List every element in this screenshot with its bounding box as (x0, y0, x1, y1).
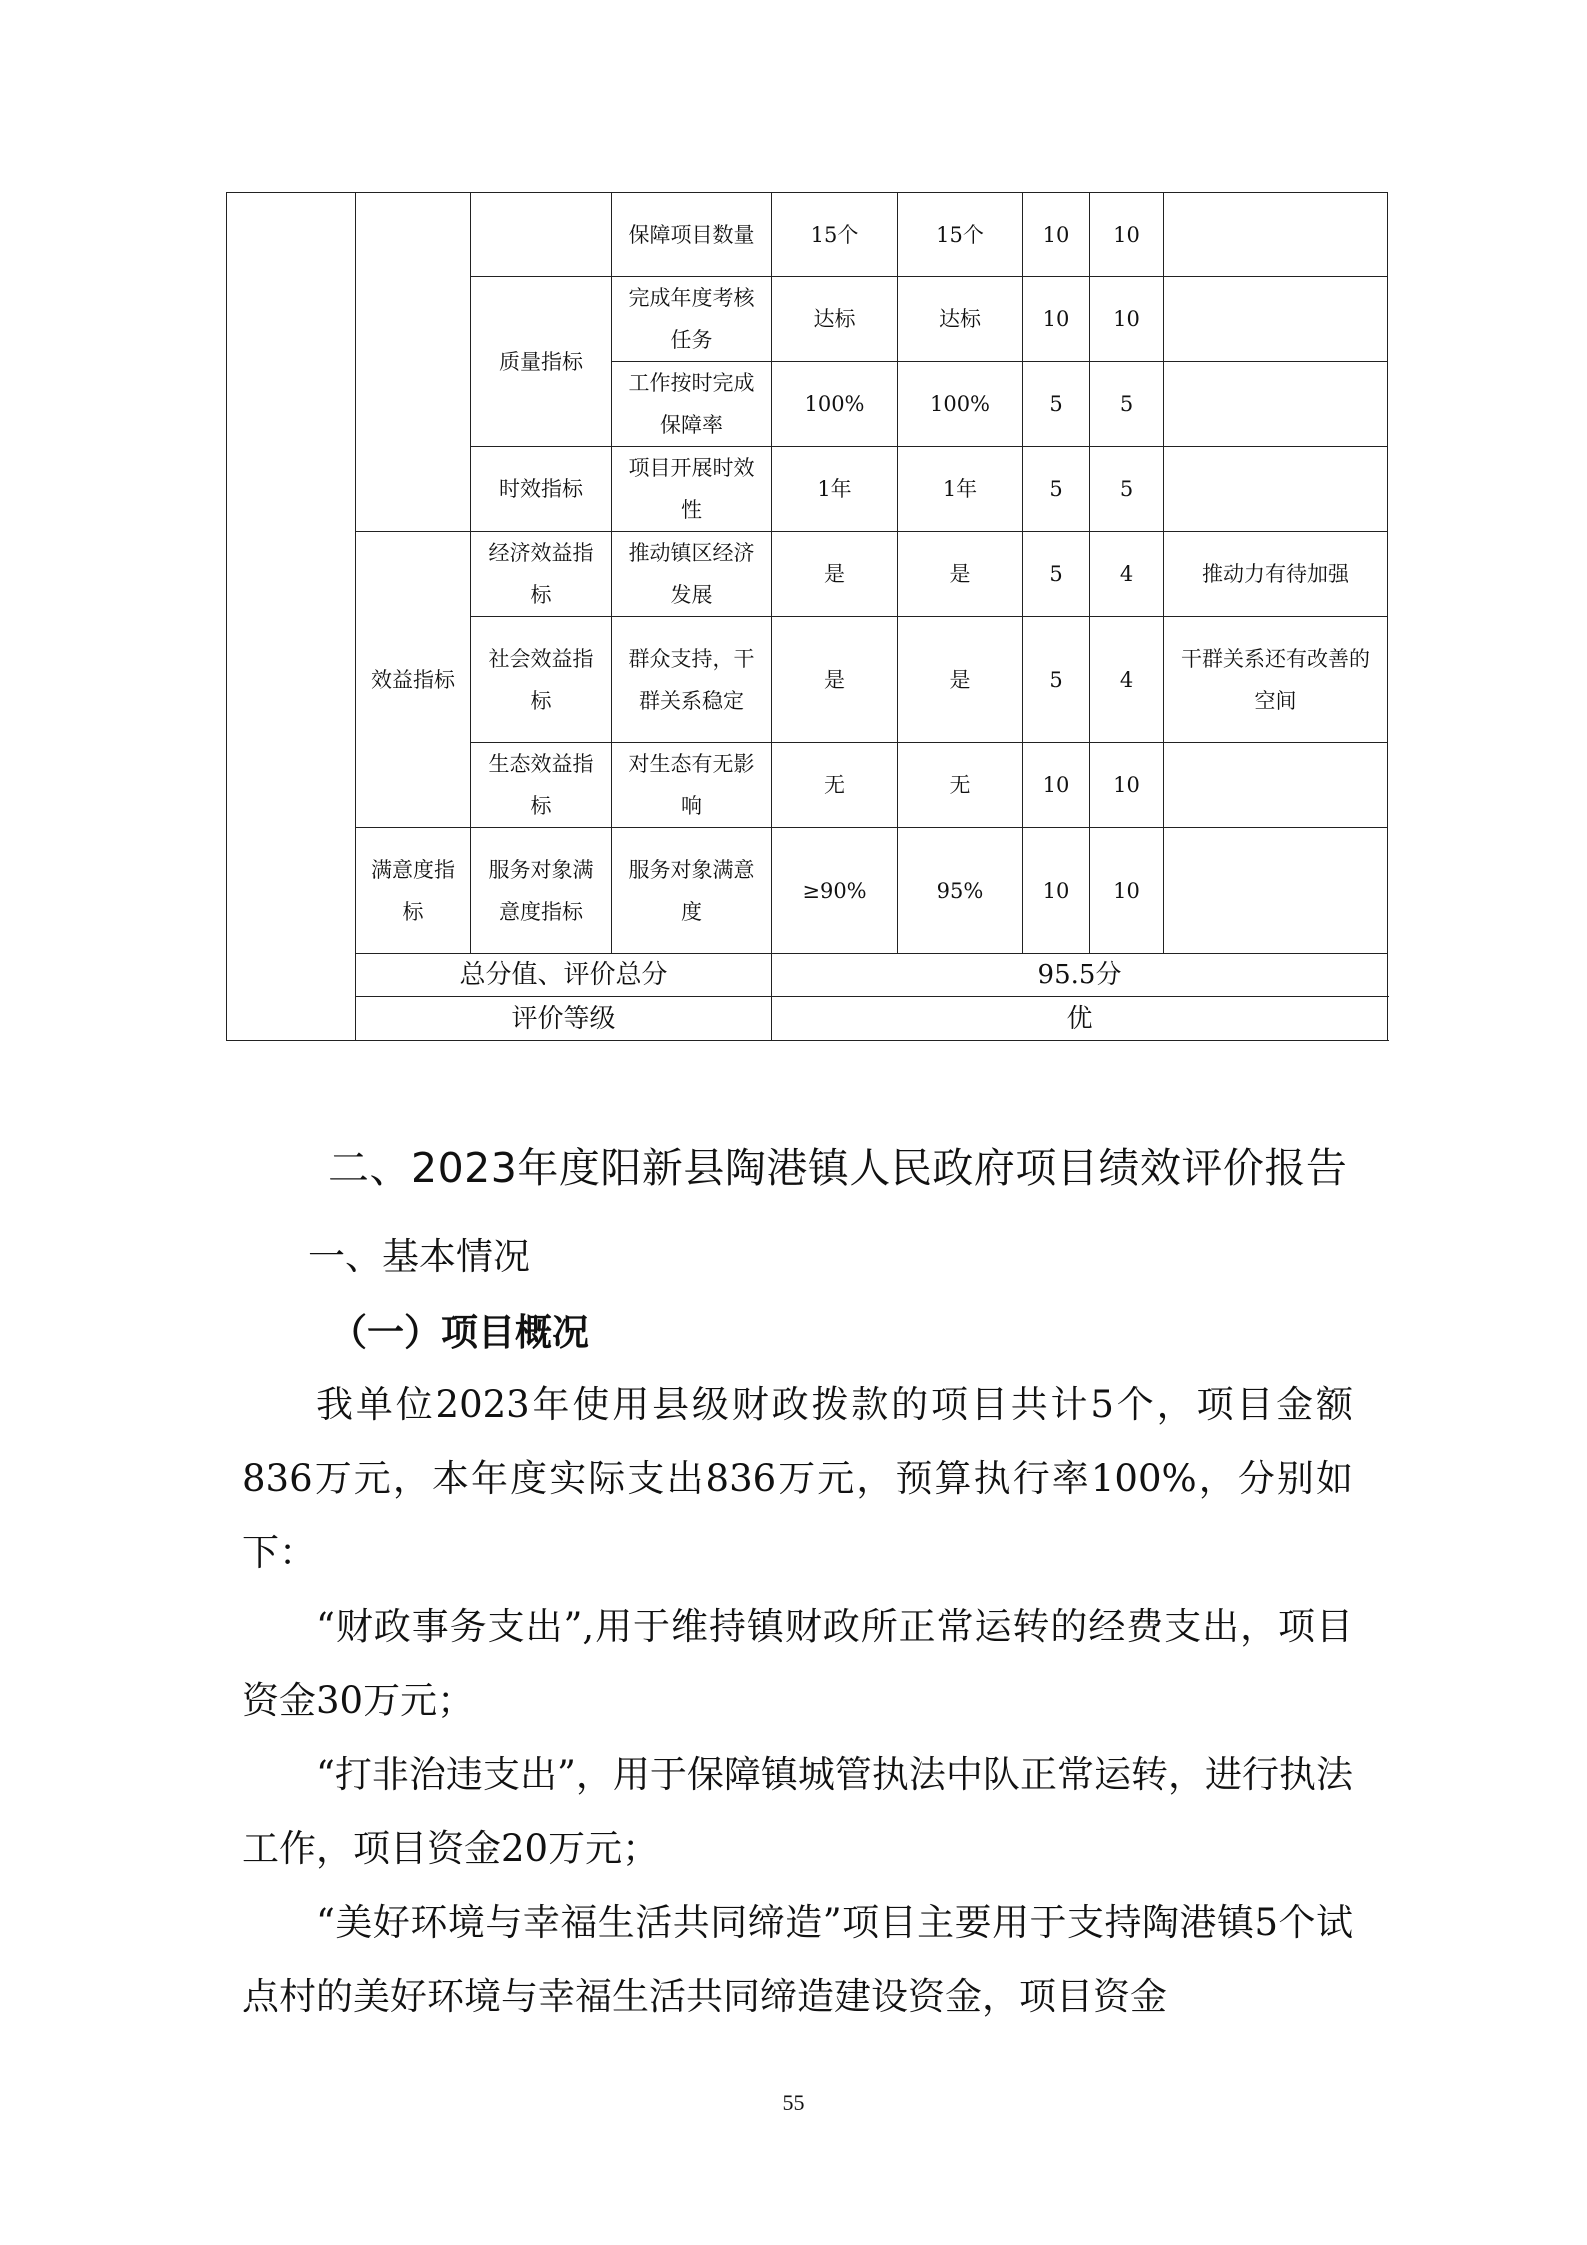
note-cell (1164, 828, 1388, 954)
total-score-value: 95.5分 (772, 954, 1388, 997)
target-value-cell: 是 (772, 617, 898, 743)
third-level-indicator-cell: 社会效益指标 (471, 617, 612, 743)
score-cell: 10 (1090, 828, 1164, 954)
target-value-cell: ≥90% (772, 828, 898, 954)
paragraph: 我单位2023年使用县级财政拨款的项目共计5个，项目金额836万元，本年度实际支出836万元，预算执行率100%，分别如下： (242, 1383, 1353, 1574)
weight-cell: 10 (1023, 277, 1090, 362)
note-cell: 推动力有待加强 (1164, 532, 1388, 617)
indicator-cell: 群众支持，干群关系稳定 (612, 617, 772, 743)
score-cell: 5 (1090, 362, 1164, 447)
note-cell: 干群关系还有改善的空间 (1164, 617, 1388, 743)
weight-cell: 5 (1023, 447, 1090, 532)
second-level-indicator-cell (356, 193, 471, 532)
indicator-cell: 完成年度考核任务 (612, 277, 772, 362)
subsection-heading: （一）项目概况 (330, 1311, 589, 1354)
note-cell (1164, 277, 1388, 362)
actual-value-cell: 达标 (898, 277, 1023, 362)
target-value-cell: 无 (772, 743, 898, 828)
score-cell: 10 (1090, 743, 1164, 828)
indicator-cell: 对生态有无影响 (612, 743, 772, 828)
second-level-indicator-cell: 满意度指标 (356, 828, 471, 954)
target-value-cell: 达标 (772, 277, 898, 362)
paragraph: “财政事务支出”,用于维持镇财政所正常运转的经费支出，项目资金30万元； (242, 1605, 1353, 1722)
actual-value-cell: 是 (898, 617, 1023, 743)
note-cell (1164, 362, 1388, 447)
target-value-cell: 是 (772, 532, 898, 617)
grade-value: 优 (772, 997, 1388, 1041)
score-cell: 10 (1090, 277, 1164, 362)
grade-label: 评价等级 (356, 997, 772, 1041)
indicator-cell: 服务对象满意度 (612, 828, 772, 954)
note-cell (1164, 447, 1388, 532)
first-level-indicator-cell (227, 193, 356, 1041)
table-row (227, 828, 1388, 954)
score-cell: 4 (1090, 617, 1164, 743)
total-score-row (227, 954, 1388, 997)
actual-value-cell: 是 (898, 532, 1023, 617)
note-cell (1164, 743, 1388, 828)
grade-row (227, 997, 1388, 1041)
score-cell: 5 (1090, 447, 1164, 532)
weight-cell: 10 (1023, 743, 1090, 828)
indicator-cell: 推动镇区经济发展 (612, 532, 772, 617)
table-row (227, 532, 1388, 617)
target-value-cell: 1年 (772, 447, 898, 532)
actual-value-cell: 95% (898, 828, 1023, 954)
score-cell: 4 (1090, 532, 1164, 617)
actual-value-cell: 15个 (898, 193, 1023, 277)
weight-cell: 10 (1023, 193, 1090, 277)
target-value-cell: 15个 (772, 193, 898, 277)
table-row (227, 193, 1388, 277)
third-level-indicator-cell (471, 193, 612, 277)
third-level-indicator-cell: 生态效益指标 (471, 743, 612, 828)
body-text (242, 1368, 1353, 2034)
second-level-indicator-cell: 效益指标 (356, 532, 471, 828)
third-level-indicator-cell: 服务对象满意度指标 (471, 828, 612, 954)
weight-cell: 5 (1023, 362, 1090, 447)
weight-cell: 5 (1023, 532, 1090, 617)
actual-value-cell: 无 (898, 743, 1023, 828)
third-level-indicator-cell: 时效指标 (471, 447, 612, 532)
note-cell (1164, 193, 1388, 277)
actual-value-cell: 1年 (898, 447, 1023, 532)
page-number: 55 (782, 2090, 805, 2115)
third-level-indicator-cell: 经济效益指标 (471, 532, 612, 617)
indicator-cell: 工作按时完成保障率 (612, 362, 772, 447)
third-level-indicator-cell: 质量指标 (471, 277, 612, 447)
actual-value-cell: 100% (898, 362, 1023, 447)
weight-cell: 10 (1023, 828, 1090, 954)
weight-cell: 5 (1023, 617, 1090, 743)
total-score-label: 总分值、评价总分 (356, 954, 772, 997)
performance-table (226, 192, 1388, 1041)
paragraph: “打非治违支出”，用于保障镇城管执法中队正常运转，进行执法工作，项目资金20万元； (242, 1753, 1353, 1870)
target-value-cell: 100% (772, 362, 898, 447)
report-title: 二、2023年度阳新县陶港镇人民政府项目绩效评价报告 (328, 1144, 1348, 1192)
indicator-cell: 保障项目数量 (612, 193, 772, 277)
score-cell: 10 (1090, 193, 1164, 277)
section-heading: 一、基本情况 (308, 1235, 530, 1278)
indicator-cell: 项目开展时效性 (612, 447, 772, 532)
paragraph: “美好环境与幸福生活共同缔造”项目主要用于支持陶港镇5个试点村的美好环境与幸福生活共同缔造建设资金，项目资金 (242, 1901, 1353, 2018)
